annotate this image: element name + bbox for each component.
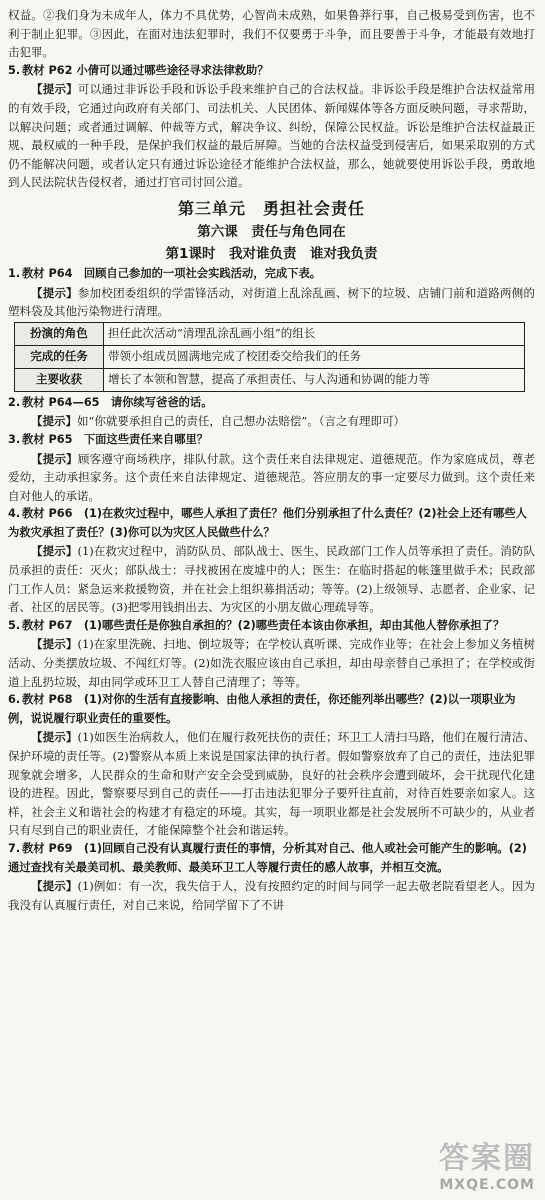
table-row-value: 担任此次活动“清理乱涂乱画小组”的组长 — [104, 322, 525, 345]
hint-label: 【提示】 — [31, 730, 78, 745]
question-5b — [8, 617, 535, 691]
hint-label: 【提示】 — [31, 414, 77, 429]
table-row-label: 主要收获 — [15, 368, 104, 391]
site-watermark — [405, 1142, 535, 1198]
question-heading: 教材 P62 小倩可以通过哪些途径寻求法律救助？ — [22, 63, 269, 77]
question-number: 5. — [8, 63, 21, 77]
practice-activity-table — [14, 322, 525, 392]
unit-title: 第三单元 勇担社会责任 — [177, 198, 365, 218]
question-1 — [8, 265, 535, 392]
period-title: 第1课时 我对谁负责 谁对我负责 — [165, 245, 378, 262]
question-heading: 教材 P66 (1)在救灾过程中，哪些人承担了责任？他们分别承担了什么责任？(2)社会上还有哪些人为救灾承担了责任？(3)你可以为灾区人民做些什么？ — [8, 507, 527, 539]
question-6 — [8, 691, 535, 840]
question-2 — [8, 394, 535, 431]
hint-text: 可以通过非诉讼手段和诉讼手段来维护自己的合法权益。非诉讼手段是维护合法权益常用的有效手段，它通过向政府有关部门、司法机关、人民团体、新闻媒体等各方面反映问题，寻求帮助，以解决问题；或者通过调解、仲裁等方式，解决争议、纠纷，保障公民权益。诉讼是维护合法权益最正规、最权威的一种手段，是保护我们权益的最后屏障。当她的合法权益受到侵害后，如果采取别的方式仍不能解决问题，或者认定只有通过诉讼途径才能维护合法权益，那么，她就要使用诉讼手段，勇敢地到人民法院状告侵权者，通过打官司讨回公道。 — [8, 82, 535, 190]
question-heading: 教材 P64—65 请你续写爸爸的话。 — [22, 395, 213, 409]
table-row — [15, 368, 525, 391]
hint-label: 【提示】 — [31, 637, 78, 652]
hint-text: (1)在救灾过程中，消防队员、部队战士、医生、民政部门工作人员等承担了责任。消防队员承担的责任：灭火；部队战士：寻找被困在废墟中的人；医生：在临时搭起的帐篷里做手术；民政部门工作人员：紧急运来救援物资，并在社会上组织募捐活动；等等。(2)上级领导、志愿者、企业家、记者、社区的居民等。(3)把零用钱捐出去、为灾区的小朋友做心理疏导等。 — [8, 544, 535, 615]
hint-label: 【提示】 — [31, 879, 78, 894]
question-5a — [8, 62, 535, 192]
question-heading: 教材 P68 (1)对你的生活有直接影响、由他人承担的责任，你还能列举出哪些？(2)以一项职业为例，说说履行职业责任的重要性。 — [8, 693, 516, 725]
question-heading: 教材 P67 (1)哪些责任是你独自承担的？(2)哪些责任本该由你承担，却由其他人替你承担了？ — [22, 618, 505, 632]
table-row-value: 带领小组成员圆满地完成了校团委交给我们的任务 — [104, 345, 525, 368]
question-number: 1. — [8, 266, 21, 280]
question-heading: 教材 P65 下面这些责任来自哪里？ — [22, 432, 209, 446]
table-row — [15, 322, 525, 345]
question-number: 5. — [8, 618, 21, 632]
question-4 — [8, 505, 535, 617]
hint-text: 参加校团委组织的学雷锋活动，对街道上乱涂乱画、树下的垃圾、店铺门前和道路两侧的塑料袋及其他污染物进行清理。 — [8, 285, 535, 319]
hint-text: 顾客遵守商场秩序，排队付款。这个责任来自法律规定、道德规范。作为家庭成员，尊老爱幼，主动承担家务。这个责任来自法律规定、道德规范。答应朋友的事一定要尽力做到。这个责任来自对他人的承诺。 — [8, 451, 535, 503]
question-7 — [8, 840, 535, 914]
hint-label: 【提示】 — [31, 544, 78, 559]
hint-label: 【提示】 — [31, 285, 78, 300]
table-row — [15, 345, 525, 368]
question-3 — [8, 431, 535, 505]
hint-text: (1)如医生治病救人，他们在履行救死扶伤的责任；环卫工人清扫马路，他们在履行清洁、保护环境的责任等。(2)警察从本质上来说是国家法律的执行者。假如警察放弃了自己的责任，违法犯罪现象就会增多，人民群众的生命和财产安全会受到威胁，良好的社会秩序会遭到破坏，会干扰现代化建设的进程。因此，警察要尽到自己的责任——打击违法犯罪分子要歼往直前，对待百姓要亲如家人。这样，社会主义和谐社会的构建才有稳定的环境。其实，每一项职业都是社会发展所不可缺少的，从业者只有尽到自己的职业责任，才能保障整个社会和谐运转。 — [8, 730, 535, 838]
question-number: 6. — [8, 693, 21, 707]
hint-text: 如“你就要承担自己的责任，自己想办法赔偿”。（言之有理即可） — [77, 414, 406, 429]
lesson-title: 第六课 责任与角色同在 — [197, 223, 346, 240]
question-number: 3. — [8, 432, 21, 446]
watermark-url: MXQE.COM — [439, 1177, 535, 1193]
table-row-value: 增长了本领和智慧，提高了承担责任、与人沟通和协调的能力等 — [104, 368, 525, 391]
question-number: 4. — [8, 507, 21, 521]
intro-paragraph: 权益。②我们身为未成年人，体力不具优势，心智尚未成熟，如果鲁莽行事，自己极易受到伤害，也不利于制止犯罪。③因此，在面对违法犯罪时，我们不仅要勇于斗争，而且要善于斗争，才能最有效地打击犯罪。 — [8, 8, 535, 60]
hint-label: 【提示】 — [31, 451, 78, 466]
question-heading: 教材 P69 (1)回顾自己没有认真履行责任的事情，分析其对自己、他人或社会可能产生的影响。(2)通过查找有关最美司机、最美教师、最美环卫工人等履行责任的感人故事，并相互交流。 — [8, 841, 527, 874]
watermark-logo-text: 答案圈 — [439, 1141, 535, 1176]
table-row-label: 扮演的角色 — [15, 322, 104, 345]
question-number: 7. — [8, 841, 21, 855]
hint-text: (1)在家里洗碗、扫地、倒垃圾等；在学校认真听课、完成作业等；在社会上参加义务植树活动、分类摆放垃圾、不闯红灯等。(2)如洗衣服应该由自己承担，却由母亲替自己承担了；在学校或街道上乱扔垃圾，却由同学或环卫工人替自己清理了；等等。 — [8, 637, 535, 689]
question-number: 2. — [8, 395, 21, 409]
hint-label: 【提示】 — [31, 82, 78, 97]
table-row-label: 完成的任务 — [15, 345, 104, 368]
hint-text: (1)例如：有一次，我失信于人，没有按照约定的时间与同学一起去敬老院看望老人。因为我没有认真履行责任，对自己来说，给同学留下了不讲 — [8, 879, 535, 912]
question-heading: 教材 P64 回顾自己参加的一项社会实践活动，完成下表。 — [22, 266, 322, 280]
